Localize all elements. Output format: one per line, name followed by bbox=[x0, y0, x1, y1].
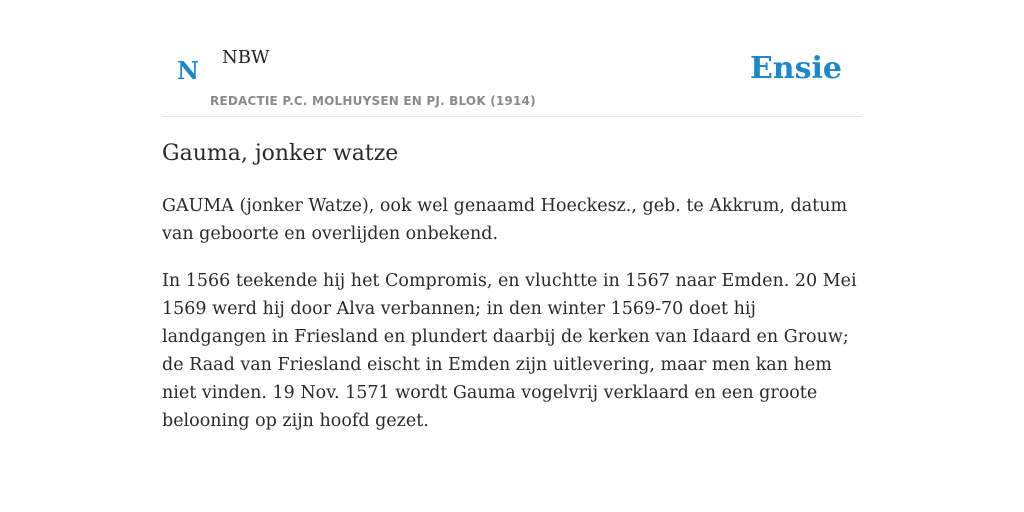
ensie-logo-link[interactable]: Ensie bbox=[749, 51, 842, 86]
editors-subtitle: REDACTIE P.C. MOLHUYSEN EN PJ. BLOK (1914) bbox=[210, 94, 536, 108]
entry-title: Gauma, jonker watze bbox=[162, 141, 399, 166]
entry-content bbox=[162, 138, 862, 435]
work-title-link[interactable]: NBW bbox=[222, 47, 270, 68]
entry-paragraph-2: In 1566 teekende hij het Compromis, en vluchtte in 1567 naar Emden. 20 Mei 1569 werd hij door Alva verbannen; in den winter 1569-70 doet hij landgangen in Friesland en plundert daarbij de kerken van Idaard en Grouw; de Raad van Friesland eischt in Emden zijn uitlevering, maar men kan hem niet vinden. 19 Nov. 1571 wordt Gauma vogelvrij verklaard en een groote belooning op zijn hoofd gezet. bbox=[162, 271, 857, 431]
site-header bbox=[162, 0, 862, 117]
work-logo[interactable]: N bbox=[177, 56, 199, 85]
entry-paragraph-1: GAUMA (jonker Watze), ook wel genaamd Hoeckesz., geb. te Akkrum, datum van geboorte en overlijden onbekend. bbox=[162, 196, 848, 244]
